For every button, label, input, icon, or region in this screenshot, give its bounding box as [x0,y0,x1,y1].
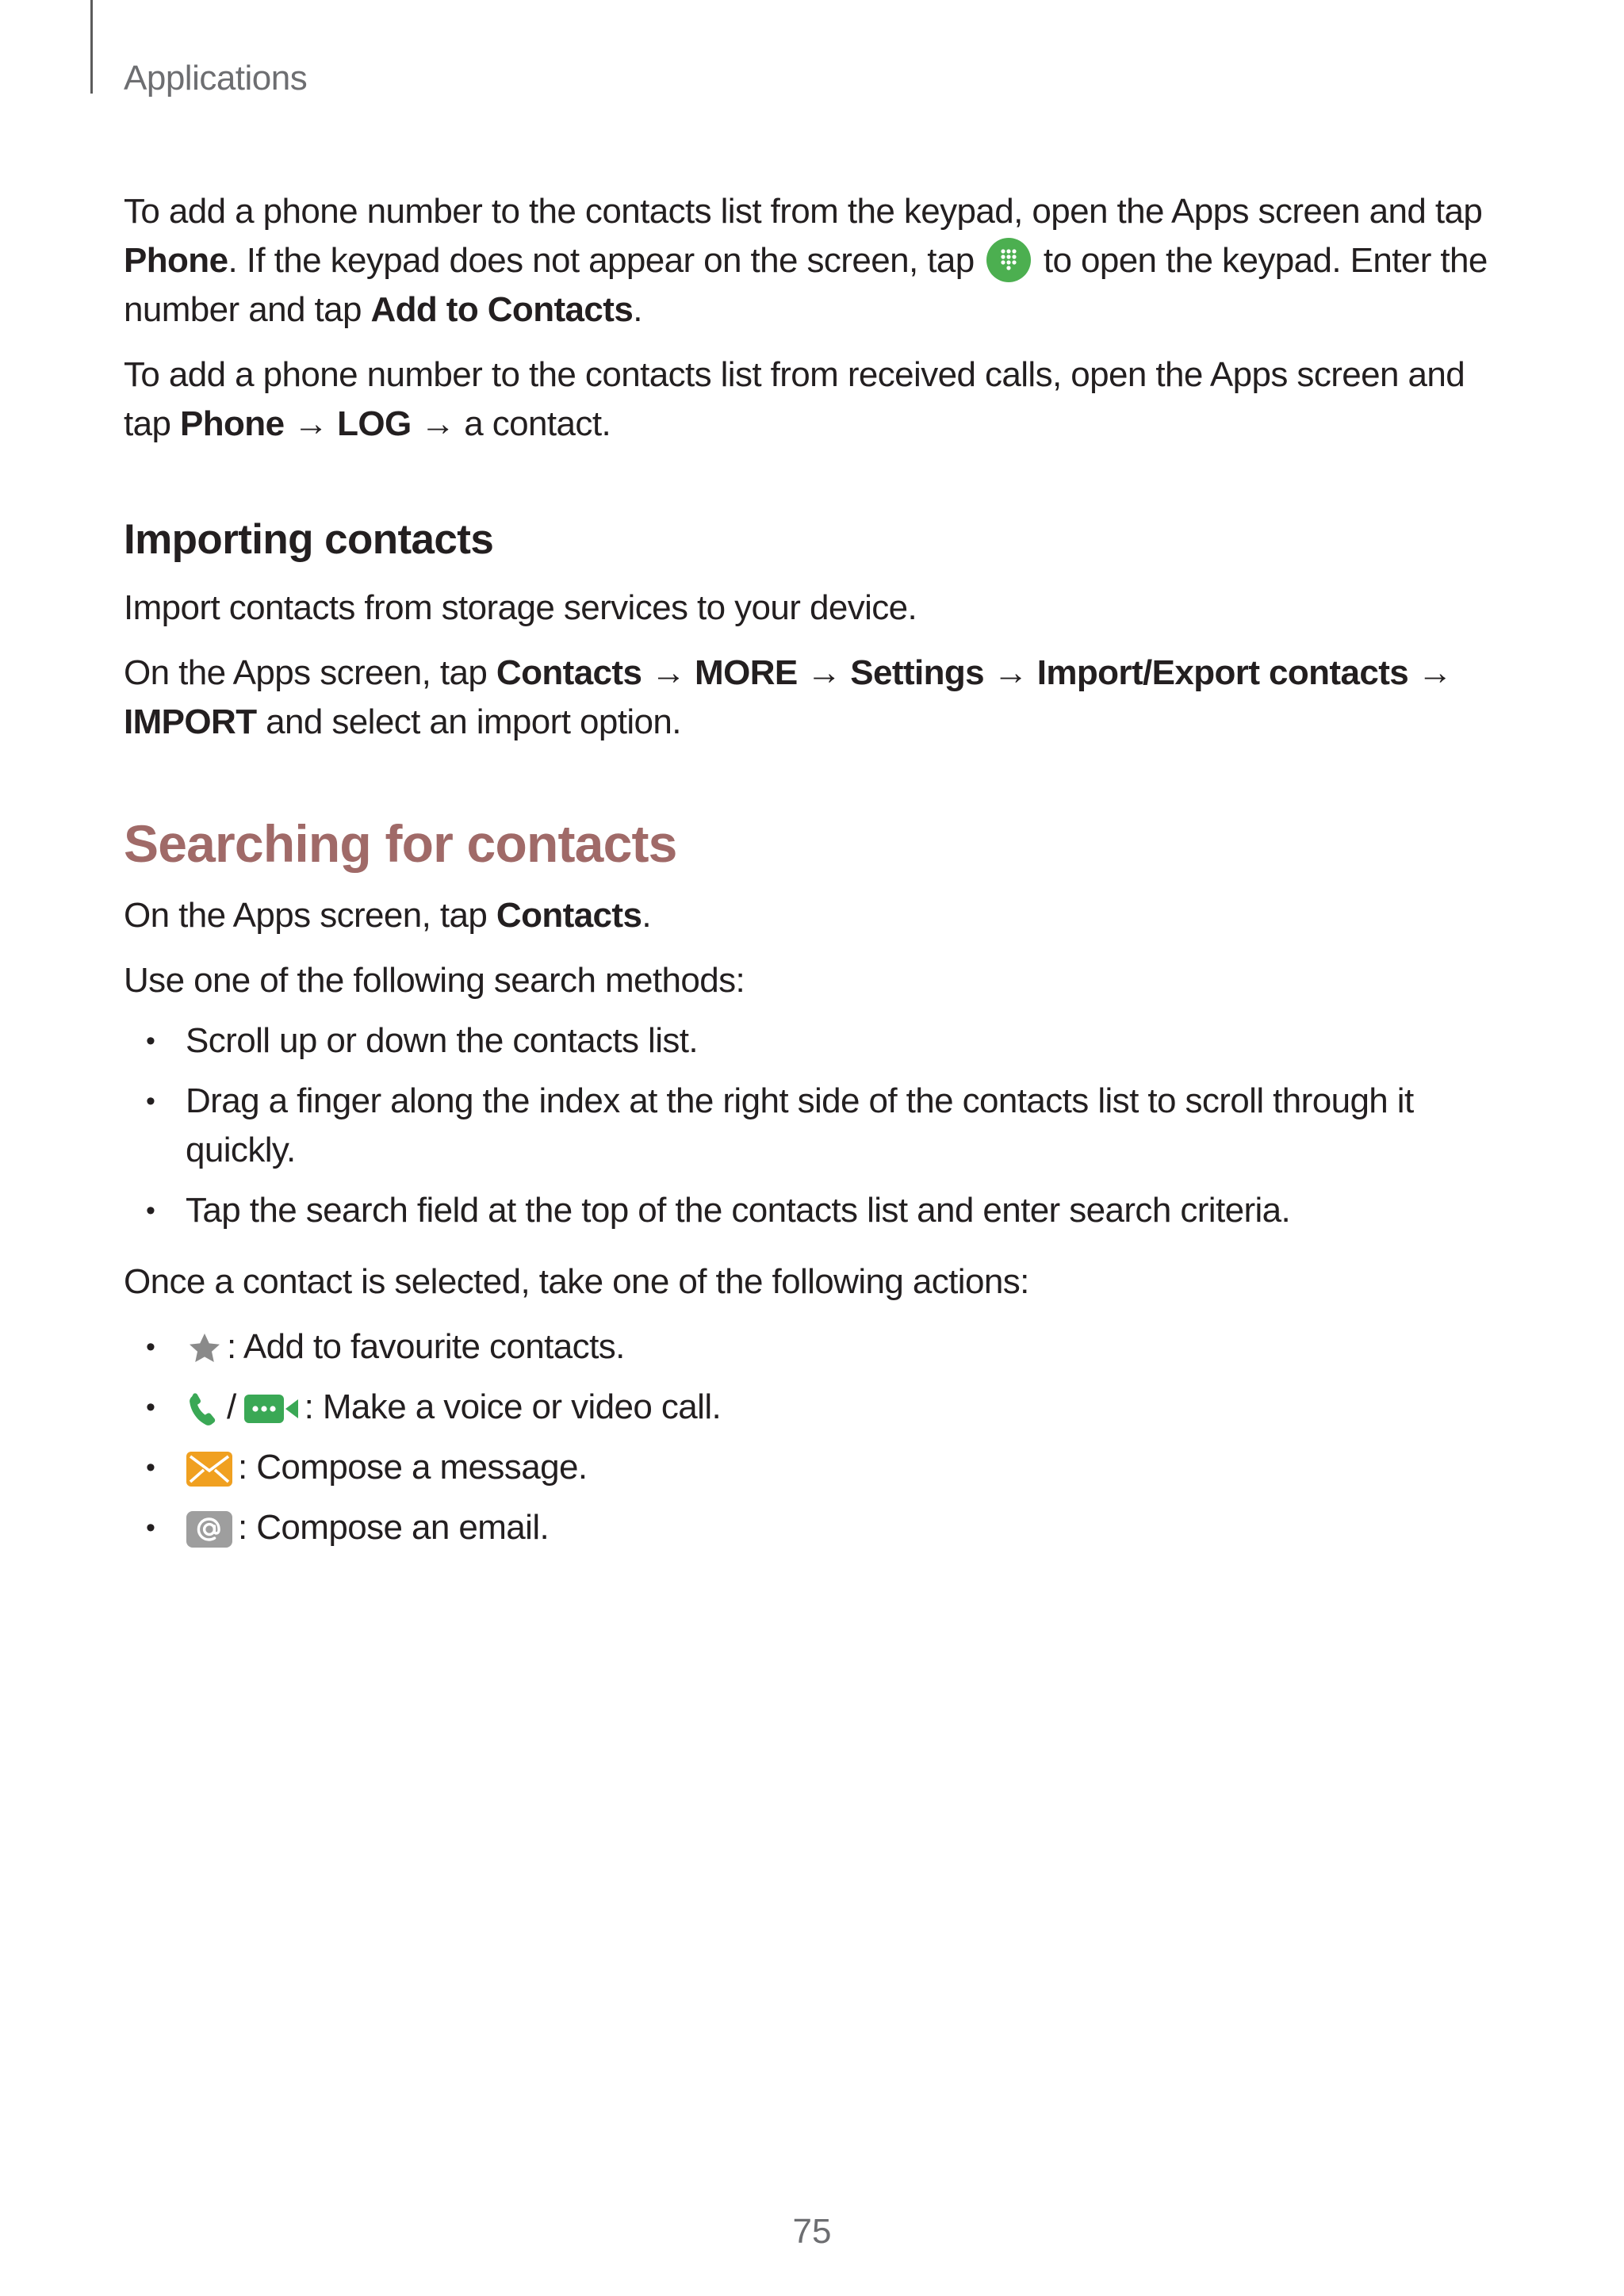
arrow: → [984,653,1037,692]
actions-list [124,1322,1519,1552]
importing-description: Import contacts from storage services to your device. [124,588,917,627]
list-item-text: Tap the search field at the top of the contacts list and enter search criteria. [186,1191,1291,1230]
arrow: → [797,653,851,692]
list-item-text: Scroll up or down the contacts list. [186,1021,699,1060]
list-item-email [124,1503,1519,1552]
list-item-text: : Compose an email. [238,1508,550,1547]
bold-log: LOG [337,404,412,443]
star-icon [186,1330,224,1368]
bullet: • [146,1196,155,1226]
bold-import-export: Import/Export contacts [1036,653,1409,692]
importing-heading: Importing contacts [124,516,494,563]
text-run: and select an import option. [256,702,681,741]
arrow: → [1408,653,1453,692]
list-item-text: : Make a voice or video call. [304,1387,722,1426]
phone-icon [186,1390,220,1428]
searching-heading: Searching for contacts [124,814,677,873]
bold-import: IMPORT [124,702,257,741]
text-run: . [633,290,642,329]
actions-lead: Once a contact is selected, take one of the following actions: [124,1262,1029,1301]
page-number: 75 [792,2212,832,2251]
intro-paragraph-keypad [124,187,1519,335]
text-run: On the Apps screen, tap [124,653,496,692]
bullet: • [146,1392,155,1422]
list-item-text: Drag a finger along the index at the right side of the contacts list to scroll through it quickly. [186,1081,1414,1169]
bold-phone: Phone [180,404,285,443]
bullet: • [146,1026,155,1056]
list-item-text: : Compose a message. [238,1448,588,1487]
text-run: . [642,896,651,935]
searching-intro [124,891,1519,940]
bullet: • [146,1513,155,1543]
bold-settings: Settings [850,653,985,692]
list-item [124,1077,1519,1175]
list-item [124,1016,1519,1066]
arrow: → [284,404,338,443]
bold-phone: Phone [124,241,228,280]
arrow: → [642,653,695,692]
keypad-icon [986,238,1031,282]
bold-contacts: Contacts [496,653,642,692]
running-head: Applications [124,59,308,98]
list-item-text: : Add to favourite contacts. [227,1327,625,1366]
search-methods-list [124,1016,1519,1235]
intro-paragraph-calls [124,350,1519,449]
list-item [124,1186,1519,1235]
at-sign-icon [186,1510,233,1548]
bold-add-to-contacts: Add to Contacts [370,290,634,329]
bullet: • [146,1086,155,1116]
video-call-icon [243,1391,300,1426]
margin-rule [90,0,93,94]
list-item-message [124,1443,1519,1492]
text-run: To add a phone number to the contacts list from received calls, open the Apps screen and tap [124,355,1465,443]
search-methods-lead: Use one of the following search methods: [124,961,745,1000]
importing-steps [124,649,1519,747]
page-content [124,187,1519,1563]
text-run: . If the keypad does not appear on the screen, tap [228,241,984,280]
bullet: • [146,1452,155,1483]
text-run: To add a phone number to the contacts list from the keypad, open the Apps screen and tap [124,192,1483,231]
text-run: → a contact. [411,404,611,443]
text-run: On the Apps screen, tap [124,896,496,935]
list-item-favourite [124,1322,1519,1372]
text-run: to open the keypad. Enter the number and tap [124,241,1488,329]
bold-more: MORE [695,653,798,692]
envelope-icon [186,1451,233,1487]
separator: / [227,1387,236,1426]
bold-contacts: Contacts [496,896,642,935]
bullet: • [146,1332,155,1362]
list-item-call [124,1383,1519,1432]
